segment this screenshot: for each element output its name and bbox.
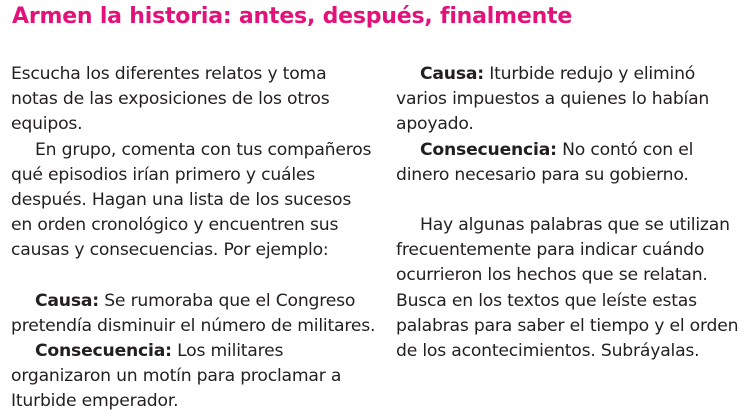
page-title: Armen la historia: antes, después, finalmente <box>12 4 573 29</box>
cause-text: Iturbide redujo y eliminó varios impuestos a quienes lo habían apoyado. <box>396 64 710 135</box>
example-consequence-1 <box>11 339 376 415</box>
example-consequence-2 <box>396 138 746 188</box>
example-cause-2 <box>396 62 746 138</box>
consequence-label: Consecuencia: <box>35 341 172 362</box>
spacer <box>396 188 746 213</box>
cause-text: Se rumoraba que el Congreso pretendía disminuir el número de militares. <box>11 290 376 336</box>
spacer <box>11 264 376 289</box>
right-column <box>396 62 746 364</box>
group-instruction-paragraph: En grupo, comenta con tus compañeros qué episodios irían primero y cuáles después. Hagan una lista de los sucesos en orden cronológico y encuentren sus causas y consecuencias. Por ejemplo: <box>11 139 372 261</box>
consequence-text: Los militares organizaron un motín para proclamar a Iturbide emperador. <box>11 341 342 412</box>
left-column <box>11 62 376 415</box>
underline-instruction-paragraph: Hay algunas palabras que se utilizan frecuentemente para indicar cuándo ocurrieron los hechos que se relatan. Busca en los textos que leíste estas palabras para saber el tiempo y el orden de los acontecimientos. Subráyalas. <box>396 215 739 362</box>
instruction-paragraph: Escucha los diferentes relatos y toma notas de las exposiciones de los otros equipos. <box>11 64 330 135</box>
cause-label: Causa: <box>420 64 484 84</box>
example-cause-1 <box>11 289 376 339</box>
consequence-label: Consecuencia: <box>420 139 557 160</box>
cause-label: Causa: <box>35 290 99 311</box>
consequence-text: No contó con el dinero necesario para su gobierno. <box>396 139 694 185</box>
